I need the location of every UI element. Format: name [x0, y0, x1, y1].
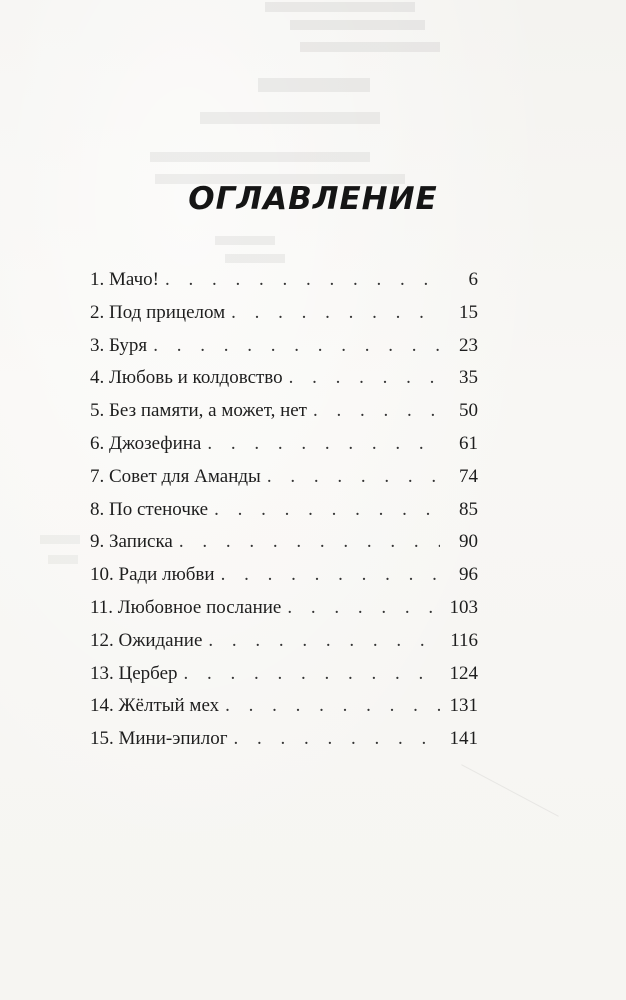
- toc-entry-label: Совет для Аманды: [109, 465, 261, 487]
- toc-entry-title: [90, 526, 179, 559]
- toc-entry: [90, 625, 478, 658]
- toc-entry-title: [90, 559, 221, 592]
- toc-entry-number: 5.: [90, 400, 105, 422]
- toc-entry-number: 15.: [90, 728, 114, 750]
- toc-entry-title: [90, 625, 208, 658]
- toc-leader-dots: [289, 362, 440, 395]
- toc-entry-number: 1.: [90, 269, 105, 290]
- toc-leader-dots: [165, 264, 440, 297]
- toc-leader-dots: [208, 625, 440, 658]
- toc-entry-title: [90, 264, 165, 297]
- toc-entry-label: Цербер: [118, 662, 178, 684]
- toc-entry-number: 9.: [90, 531, 105, 553]
- show-through-line: [215, 236, 275, 245]
- toc-entry-page-number: 124: [449, 662, 478, 684]
- toc-leader-dots: [207, 428, 440, 461]
- toc-leader-dots: [153, 330, 440, 363]
- toc-entry-number: 10.: [90, 564, 114, 586]
- show-through-line: [225, 254, 285, 263]
- toc-leader-dots: [184, 658, 440, 691]
- toc-entry: [90, 526, 478, 559]
- toc-entry-title: [90, 592, 287, 625]
- toc-leader-dots: [313, 395, 440, 428]
- toc-entry-label: Под прицелом: [109, 301, 226, 323]
- toc-leader-dots: [234, 723, 441, 756]
- toc-entry: [90, 723, 478, 756]
- toc-entry: [90, 428, 478, 461]
- toc-entry-number: 2.: [90, 301, 105, 323]
- page-title: ОГЛАВЛЕНИЕ: [188, 181, 438, 217]
- toc-entry-number: 7.: [90, 465, 105, 487]
- toc-entry: [90, 330, 478, 363]
- toc-entry-label: Мачо!: [109, 269, 159, 290]
- toc-entry-title: [90, 395, 313, 428]
- show-through-line: [48, 555, 78, 564]
- toc-entry-title: [90, 658, 184, 691]
- toc-entry: [90, 362, 478, 395]
- toc-entry-label: По стеночке: [109, 498, 209, 520]
- toc-leader-dots: [221, 559, 440, 592]
- toc-entry: [90, 461, 478, 494]
- toc-entry-number: 13.: [90, 662, 114, 684]
- toc-entry-title: [90, 330, 153, 363]
- toc-entry-label: Любовь и колдовство: [109, 367, 283, 389]
- toc-entry-label: Записка: [109, 531, 173, 553]
- toc-entry-title: [90, 461, 267, 494]
- toc-entry-title: [90, 690, 225, 723]
- toc-entry-page-number: 61: [459, 432, 478, 454]
- toc-entry-page-number: 23: [459, 334, 478, 356]
- toc-entry-title: [90, 723, 234, 756]
- toc-entry-page-number: 96: [459, 564, 478, 586]
- toc-entry-page-number: 131: [449, 695, 478, 717]
- toc-leader-dots: [214, 494, 440, 527]
- show-through-line: [150, 152, 370, 162]
- toc-entry-number: 8.: [90, 498, 105, 520]
- toc-leader-dots: [287, 592, 440, 625]
- toc-entry-number: 12.: [90, 629, 114, 651]
- toc-entry: [90, 395, 478, 428]
- toc-entry-page-number: 6: [468, 269, 478, 290]
- toc-entry-label: Буря: [109, 334, 148, 356]
- toc-entry-page-number: 50: [459, 400, 478, 422]
- toc-leader-dots: [267, 461, 440, 494]
- toc-entry: [90, 297, 478, 330]
- toc-entry-page-number: 103: [449, 596, 478, 618]
- show-through-line: [300, 42, 440, 52]
- toc-entry-page-number: 85: [459, 498, 478, 520]
- toc-entry-number: 14.: [90, 695, 114, 717]
- toc-entry-label: Жёлтый мех: [118, 695, 220, 717]
- toc-leader-dots: [179, 526, 440, 559]
- toc-entry: [90, 658, 478, 691]
- toc-entry-page-number: 90: [459, 531, 478, 553]
- show-through-line: [290, 20, 425, 30]
- toc-entry-label: Джозефина: [109, 432, 202, 454]
- toc-entry-label: Ради любви: [118, 564, 215, 586]
- toc-entry-title: [90, 428, 207, 461]
- table-of-contents: [90, 264, 478, 756]
- toc-entry-label: Без памяти, а может, нет: [109, 400, 307, 422]
- toc-entry-page-number: 15: [459, 301, 478, 323]
- toc-entry: [90, 559, 478, 592]
- toc-entry-page-number: 35: [459, 367, 478, 389]
- show-through-line: [258, 78, 370, 92]
- toc-entry-number: 3.: [90, 334, 105, 356]
- toc-entry-title: [90, 494, 214, 527]
- toc-entry-label: Любовное послание: [117, 596, 282, 618]
- show-through-line: [200, 112, 380, 124]
- toc-entry-title: [90, 297, 231, 330]
- show-through-line: [265, 2, 415, 12]
- toc-entry-page-number: 116: [450, 629, 478, 651]
- toc-leader-dots: [231, 297, 440, 330]
- toc-leader-dots: [225, 690, 440, 723]
- toc-entry-number: 6.: [90, 432, 105, 454]
- show-through-line: [40, 535, 80, 544]
- toc-entry-page-number: 141: [449, 728, 478, 750]
- toc-entry: [90, 592, 478, 625]
- toc-entry-page-number: 74: [459, 465, 478, 487]
- toc-entry: [90, 494, 478, 527]
- paper-scratch: [461, 764, 559, 817]
- toc-entry: [90, 690, 478, 723]
- toc-entry-title: [90, 362, 289, 395]
- toc-entry-number: 4.: [90, 367, 105, 389]
- toc-entry: [90, 264, 478, 297]
- toc-entry-label: Мини-эпилог: [118, 728, 228, 750]
- toc-entry-label: Ожидание: [118, 629, 203, 651]
- toc-entry-number: 11.: [90, 596, 114, 618]
